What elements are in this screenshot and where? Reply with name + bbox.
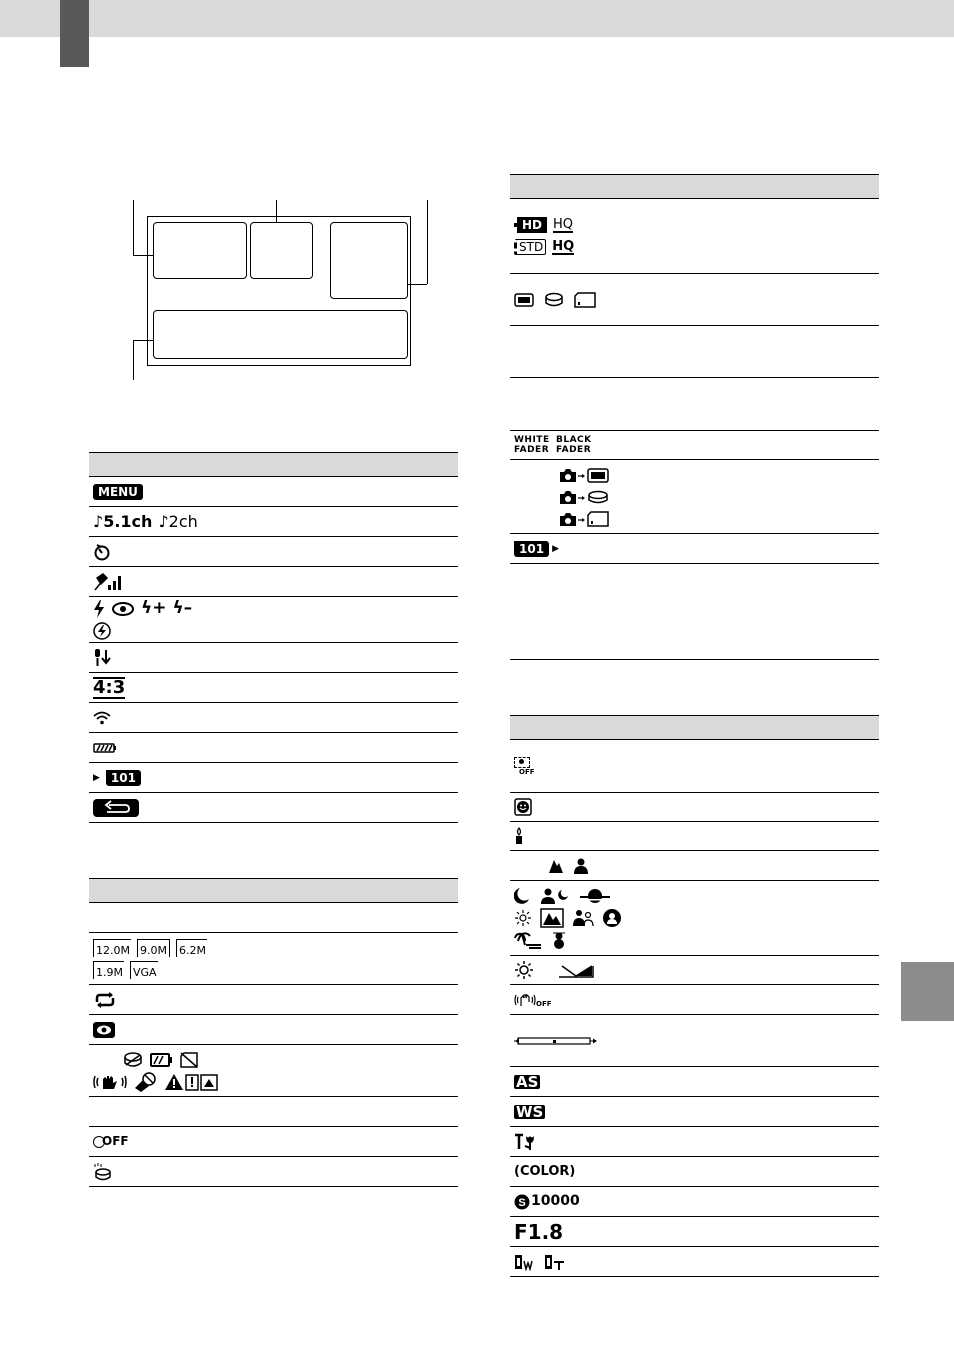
- table-row: [510, 985, 879, 1015]
- screen-diagram: [130, 195, 435, 385]
- hq-icon: HQ: [553, 216, 574, 232]
- chapter-tab: [901, 962, 954, 1021]
- table-header: [510, 715, 879, 740]
- wireless-icon: [93, 711, 111, 725]
- flash-icon: [93, 600, 105, 618]
- table-row: [510, 793, 879, 822]
- aspect-icon: 4:3: [93, 676, 126, 698]
- folder-icon: 101: [106, 770, 141, 786]
- leader-line-4: [133, 340, 134, 380]
- flash-minus-icon: ϟ–: [172, 598, 193, 618]
- table-row: [510, 851, 879, 881]
- leader-line-1: [133, 200, 134, 255]
- table-row: [89, 507, 458, 537]
- table-row: ▶ 101: [89, 763, 458, 793]
- camera-to-memory-icon: [558, 464, 879, 486]
- table-row: [510, 460, 879, 534]
- color-icon: (COLOR): [514, 1164, 576, 1179]
- camera-to-hdd-icon: [558, 486, 879, 508]
- gps-icon: [93, 572, 121, 592]
- image-size-icon: 9.0M: [137, 939, 170, 957]
- header-bar: [0, 0, 954, 37]
- leader-line-3: [427, 200, 428, 284]
- note-icon: ♪5.1ch: [93, 512, 153, 531]
- svg-text:S: S: [518, 1196, 526, 1209]
- menu-icon[interactable]: MENU: [93, 484, 143, 500]
- table-row: [510, 326, 879, 378]
- drop-sensor-off-label: OFF: [102, 1134, 129, 1148]
- card-icon: [574, 292, 596, 308]
- table-header: [89, 452, 458, 477]
- steadyshot-off-icon: [514, 992, 552, 1008]
- hd-icon: HD: [514, 217, 547, 233]
- portrait-group-icon: [572, 909, 594, 927]
- table-row: [510, 1127, 879, 1157]
- zone-upper-center: [250, 222, 313, 279]
- table-row: [510, 564, 879, 660]
- face-detect-off-label: OFF: [519, 767, 535, 776]
- ws-icon: WS: [516, 1102, 544, 1121]
- table-row: [89, 1015, 458, 1045]
- warning-icon: [165, 1073, 219, 1091]
- folder-play-icon: 101: [514, 541, 549, 557]
- left-table-upper: [89, 452, 458, 823]
- leader-line-3h: [408, 284, 427, 285]
- image-size-icon: 1.9M: [93, 961, 124, 979]
- portrait-icon: [574, 858, 588, 874]
- conversion-tele-icon: [544, 1253, 566, 1271]
- image-size-icon: VGA: [130, 961, 158, 979]
- left-table-lower: [89, 878, 458, 1187]
- battery-warn-icon: [149, 1051, 173, 1069]
- black-fader-label: BLACK FADER: [556, 435, 592, 455]
- table-row: [89, 985, 458, 1015]
- shutter-s-icon: [514, 1194, 530, 1210]
- table-header: [89, 878, 458, 903]
- table-row: [510, 378, 879, 431]
- right-table-upper: [510, 174, 879, 660]
- white-fader-label: WHITE FADER: [514, 435, 550, 455]
- zone-upper-right: [330, 222, 408, 299]
- drop-sensor-off-icon: [93, 1135, 129, 1148]
- return-icon[interactable]: [93, 799, 139, 817]
- table-row: [510, 822, 879, 851]
- tele-macro-icon: [514, 1133, 536, 1151]
- landscape-icon: [548, 858, 564, 874]
- beach-icon: [514, 931, 542, 949]
- table-row: [510, 1247, 879, 1277]
- zone-upper-left: [153, 222, 247, 279]
- face-detect-off-icon: [514, 757, 535, 776]
- table-row: [510, 1015, 879, 1067]
- drop-sensor-icon: [93, 1163, 113, 1181]
- table-row: [89, 703, 458, 733]
- battery-icon: [93, 742, 117, 754]
- header-block: [60, 0, 89, 67]
- table-row: [89, 537, 458, 567]
- table-row: [89, 793, 458, 823]
- table-row: [510, 740, 879, 793]
- table-header: [510, 174, 879, 199]
- leader-line-1h: [133, 255, 153, 256]
- table-row: 101 ▶: [510, 534, 879, 564]
- note-icon: ♪2ch: [158, 512, 198, 531]
- image-size-icon: 12.0M: [93, 939, 131, 957]
- white-balance-icon: [558, 962, 594, 978]
- moon-icon: [514, 887, 530, 905]
- table-row: [89, 673, 458, 703]
- table-row: [510, 1187, 879, 1217]
- fireworks-icon: [514, 909, 532, 927]
- hdd-warn-icon: [123, 1052, 143, 1068]
- steadyshot-off-label: OFF: [536, 999, 552, 1008]
- exposure-bar-icon: [514, 1036, 598, 1046]
- memory-icon: [514, 293, 534, 307]
- shutter-icon: 10000: [531, 1193, 580, 1209]
- hdd-icon: [544, 292, 564, 308]
- flash-off-icon: [93, 622, 111, 640]
- table-row: [89, 1157, 458, 1187]
- table-row: [510, 1097, 879, 1127]
- std-icon: STD: [514, 239, 546, 255]
- night-portrait-icon: [540, 887, 570, 905]
- card-warn-icon: [179, 1051, 199, 1069]
- table-row: [89, 477, 458, 507]
- sunset-icon: [580, 887, 610, 905]
- eye-icon: [93, 1022, 115, 1038]
- conversion-wide-icon: [514, 1253, 536, 1271]
- table-row: [89, 597, 458, 643]
- landscape-box-icon: [540, 908, 564, 928]
- table-row: [510, 1157, 879, 1187]
- flash-plus-icon: ϟ+: [141, 598, 167, 618]
- snow-icon: [550, 931, 568, 949]
- table-row: [89, 903, 458, 933]
- fader-icons: [514, 435, 879, 455]
- table-row: [510, 274, 879, 326]
- repeat-icon: [93, 992, 117, 1008]
- table-row: [510, 431, 879, 460]
- hq-icon: HQ: [552, 238, 575, 254]
- table-row: [89, 1045, 458, 1097]
- mic-warn-icon: [133, 1072, 159, 1092]
- right-table-lower: [510, 715, 879, 1277]
- table-row: [510, 956, 879, 985]
- table-row: [89, 1127, 458, 1157]
- leader-line-4h: [133, 340, 153, 341]
- table-row: [510, 881, 879, 956]
- image-size-icon: 6.2M: [176, 939, 207, 957]
- shake-warn-icon: [93, 1073, 127, 1091]
- table-row: [89, 733, 458, 763]
- self-timer-icon: [93, 543, 111, 561]
- table-row: [89, 643, 458, 673]
- table-row: [510, 199, 879, 274]
- zone-bottom: [153, 310, 408, 359]
- table-row: [510, 1217, 879, 1247]
- red-eye-icon: [111, 601, 135, 617]
- table-row: [89, 567, 458, 597]
- table-row: [89, 1097, 458, 1127]
- mic-level-icon: [93, 648, 113, 668]
- spotlight-icon: [602, 908, 622, 928]
- camera-to-card-icon: [558, 508, 879, 530]
- as-icon: AS: [516, 1072, 539, 1091]
- table-row: [89, 933, 458, 985]
- aperture-icon: F1.8: [514, 1219, 564, 1244]
- sun-icon: [514, 960, 534, 980]
- leader-line-2: [276, 200, 277, 222]
- smile-icon: [514, 798, 532, 816]
- candle-icon: [514, 827, 524, 845]
- table-row: [510, 1067, 879, 1097]
